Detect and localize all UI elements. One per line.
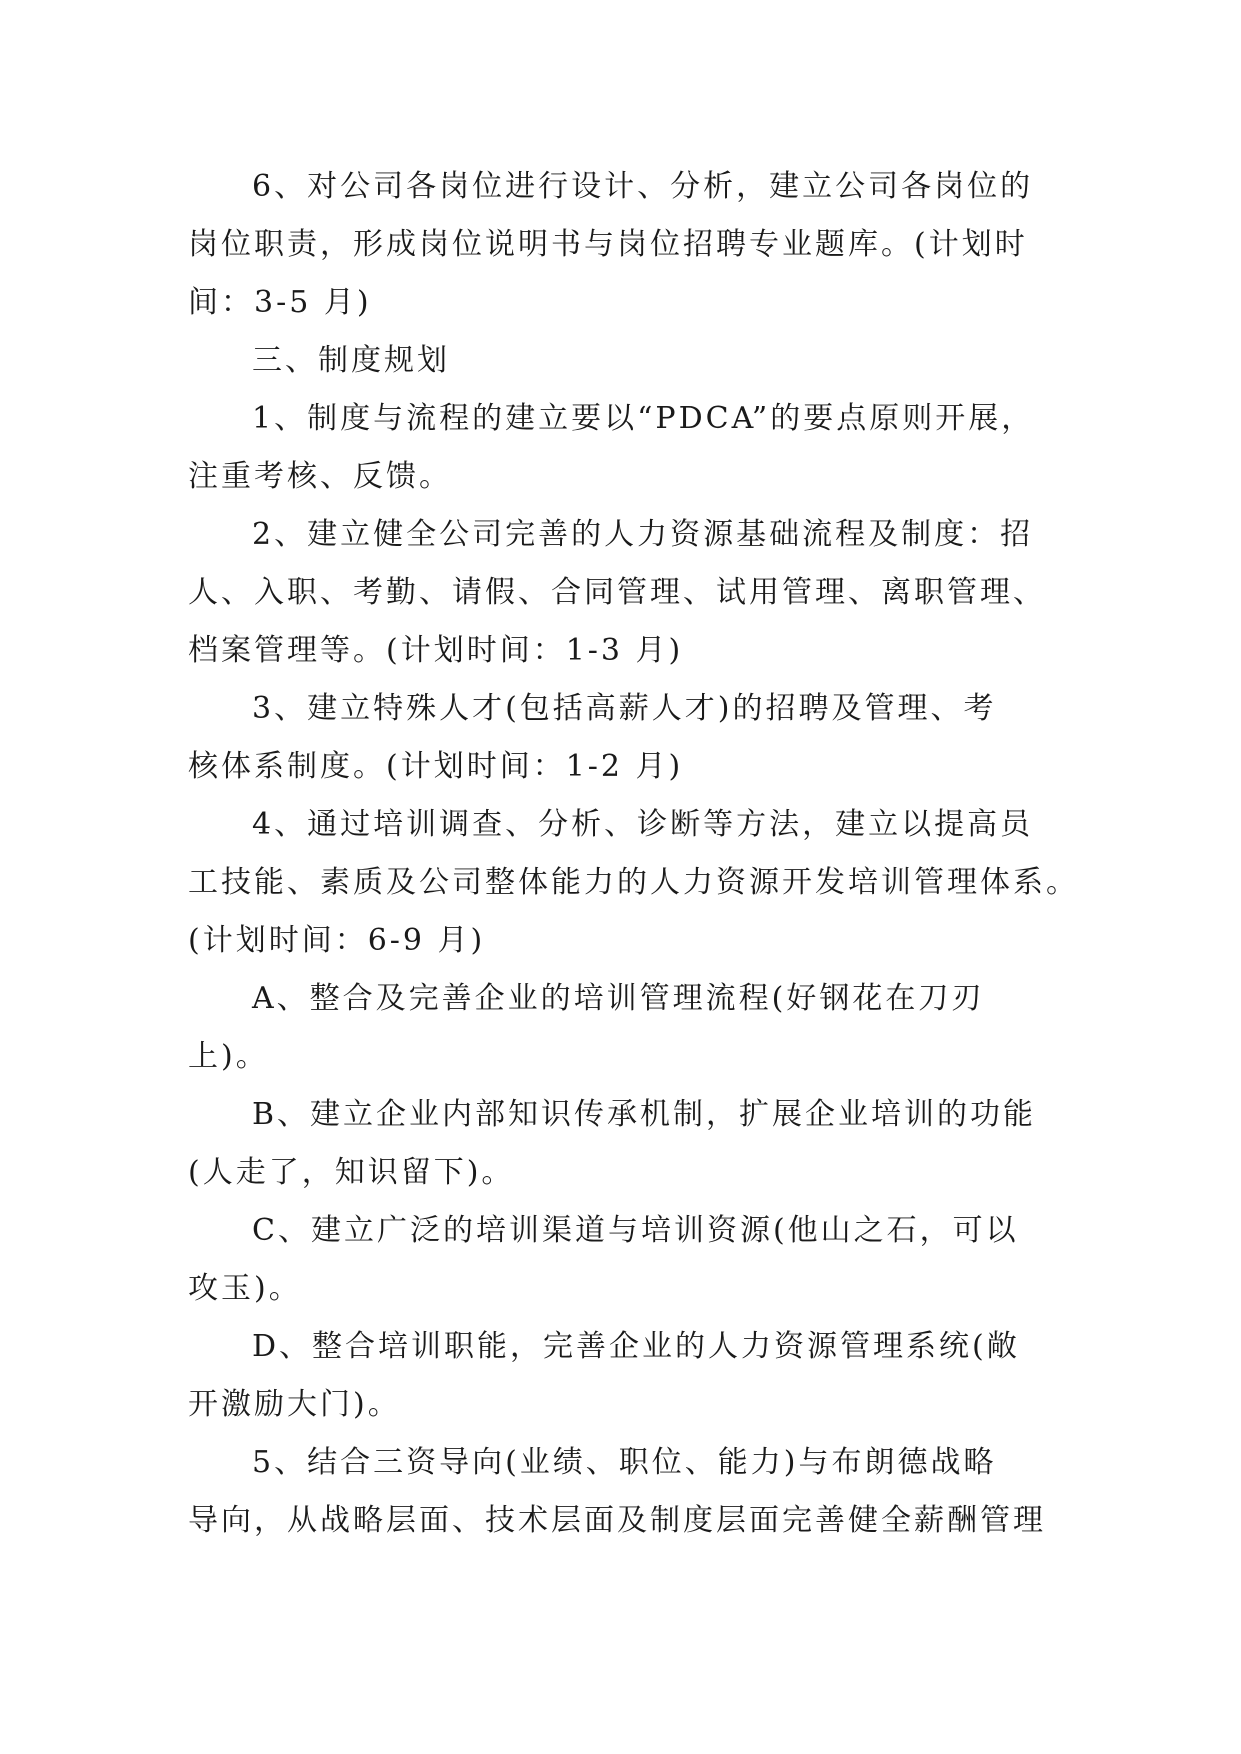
paragraph-line: 3、建立特殊人才(包括高薪人才)的招聘及管理、考 [252,691,997,726]
paragraph-line: D、整合培训职能，完善企业的人力资源管理系统(敞 [252,1329,1020,1364]
paragraph-line: (计划时间：6-9 月) [188,923,486,958]
paragraph-line: 核体系制度。(计划时间：1-2 月) [188,749,684,784]
paragraph-line: 注重考核、反馈。 [188,459,452,494]
paragraph-line: 人、入职、考勤、请假、合同管理、试用管理、离职管理、 [188,575,1046,610]
paragraph-line: 2、建立健全公司完善的人力资源基础流程及制度：招 [252,517,1034,552]
paragraph-line: 工技能、素质及公司整体能力的人力资源开发培训管理体系。 [188,865,1079,900]
paragraph-line: 攻玉)。 [188,1271,302,1306]
paragraph-line: 导向，从战略层面、技术层面及制度层面完善健全薪酬管理 [188,1503,1046,1538]
paragraph-line: A、整合及完善企业的培训管理流程(好钢花在刀刃 [252,981,985,1016]
paragraph-line: 间：3-5 月) [188,285,372,320]
paragraph-line: 6、对公司各岗位进行设计、分析，建立公司各岗位的 [252,169,1034,204]
paragraph-line: 上)。 [188,1039,269,1074]
paragraph-line: C、建立广泛的培训渠道与培训资源(他山之石，可以 [252,1213,1019,1248]
paragraph-line: B、建立企业内部知识传承机制，扩展企业培训的功能 [252,1097,1037,1132]
paragraph-line: 岗位职责，形成岗位说明书与岗位招聘专业题库。(计划时 [188,227,1028,262]
paragraph-line: 档案管理等。(计划时间：1-3 月) [188,633,684,668]
paragraph-line: 开激励大门)。 [188,1387,401,1422]
paragraph-line: (人走了，知识留下)。 [188,1155,515,1190]
section-heading: 三、制度规划 [252,343,450,378]
paragraph-line: 5、结合三资导向(业绩、职位、能力)与布朗德战略 [252,1445,997,1480]
paragraph-line: 4、通过培训调查、分析、诊断等方法，建立以提高员 [252,807,1034,842]
document-body [188,158,1079,1550]
paragraph-line: 1、制度与流程的建立要以“PDCA”的要点原则开展， [252,401,1035,436]
